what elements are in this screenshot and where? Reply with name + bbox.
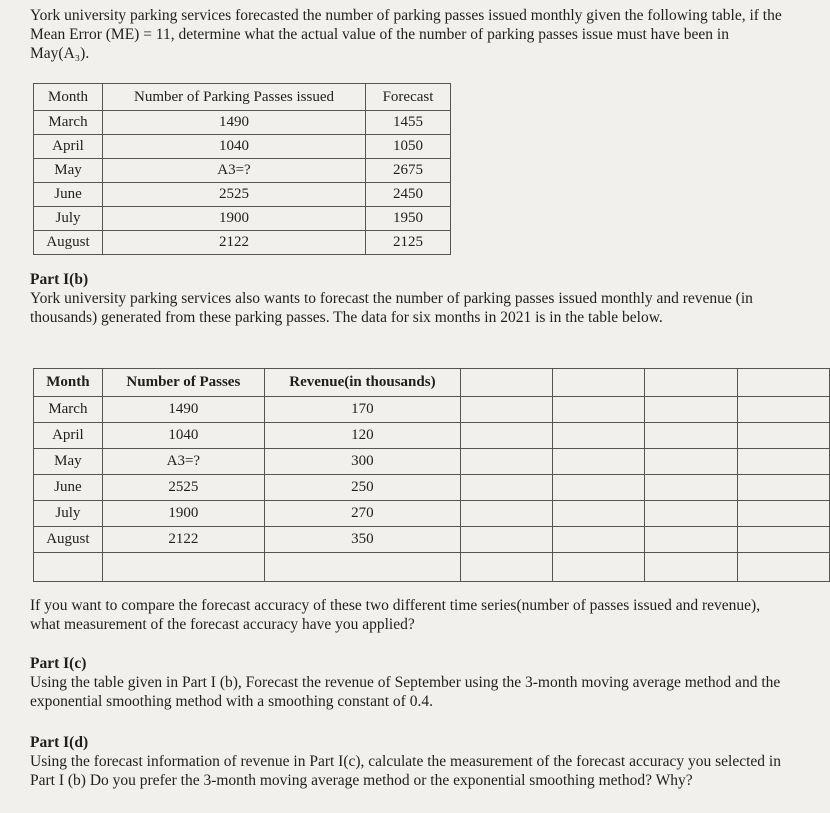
part-b-question: [30, 596, 790, 634]
cell-empty: [645, 553, 737, 582]
header-empty: [645, 369, 737, 397]
cell-passes: 1490: [103, 111, 366, 135]
cell-forecast: 2450: [366, 183, 451, 207]
cell-month: August: [34, 527, 103, 553]
cell-empty: [737, 423, 829, 449]
cell-empty: [460, 423, 552, 449]
table-row: [34, 159, 451, 183]
cell-empty: [34, 553, 103, 582]
header-empty: [737, 369, 829, 397]
table-row: [34, 501, 830, 527]
table-row: [34, 475, 830, 501]
cell-passes: A3=?: [103, 159, 366, 183]
cell-passes: 1040: [102, 423, 264, 449]
cell-empty: [553, 449, 645, 475]
cell-empty: [460, 449, 552, 475]
cell-empty: [553, 397, 645, 423]
part-d-text: Using the forecast information of revenue in Part I(c), calculate the measurement of the forecast accuracy you selected in Part I (b) Do you prefer the 3-month moving average method or the exponential smoothing method? Why?: [30, 753, 781, 789]
table-header-row: [34, 369, 830, 397]
cell-empty: [460, 475, 552, 501]
part-b-text: York university parking services also wants to forecast the number of parking passes issued monthly and revenue (in thousands) generated from these parking passes. The data for six months in 2021 is in the table below.: [30, 290, 753, 326]
cell-empty: [460, 501, 552, 527]
cell-month: May: [34, 449, 103, 475]
table-row: [34, 111, 451, 135]
part-d-heading: Part I(d): [30, 734, 89, 751]
header-forecast: Forecast: [366, 84, 451, 111]
table-row: [34, 527, 830, 553]
part-d-section: [30, 733, 790, 790]
cell-empty: [645, 423, 737, 449]
cell-empty: [737, 553, 829, 582]
cell-revenue: 120: [264, 423, 460, 449]
cell-empty: [645, 501, 737, 527]
table-row: [34, 183, 451, 207]
cell-forecast: 1950: [366, 207, 451, 231]
part-c-heading: Part I(c): [30, 655, 87, 672]
header-month: Month: [34, 84, 103, 111]
cell-empty: [553, 475, 645, 501]
cell-forecast: 1050: [366, 135, 451, 159]
cell-empty: [102, 553, 264, 582]
table-row: [34, 207, 451, 231]
intro-question: [30, 6, 790, 63]
cell-revenue: 350: [264, 527, 460, 553]
table-row: [34, 449, 830, 475]
cell-passes: 1490: [102, 397, 264, 423]
cell-month: April: [34, 423, 103, 449]
table-row: [34, 135, 451, 159]
part-b-section: [30, 270, 790, 327]
cell-month: June: [34, 183, 103, 207]
intro-text: York university parking services forecasted the number of parking passes issued monthly given the following table, if the Mean Error (ME) = 11, determine what the actual value of the number of parking passes issue must have been in May(A₃).: [30, 7, 782, 62]
table-row: [34, 231, 451, 255]
cell-empty: [737, 501, 829, 527]
cell-forecast: 2125: [366, 231, 451, 255]
cell-month: April: [34, 135, 103, 159]
cell-empty: [553, 501, 645, 527]
cell-empty: [460, 527, 552, 553]
cell-forecast: 2675: [366, 159, 451, 183]
cell-passes: 1900: [103, 207, 366, 231]
cell-passes: 1040: [103, 135, 366, 159]
cell-month: June: [34, 475, 103, 501]
cell-empty: [553, 423, 645, 449]
cell-empty: [460, 553, 552, 582]
part-b-heading: Part I(b): [30, 271, 89, 288]
cell-month: August: [34, 231, 103, 255]
cell-revenue: 300: [264, 449, 460, 475]
cell-passes: 1900: [102, 501, 264, 527]
cell-passes: 2122: [103, 231, 366, 255]
cell-revenue: 270: [264, 501, 460, 527]
cell-revenue: 170: [264, 397, 460, 423]
table-row: [34, 423, 830, 449]
cell-month: July: [34, 501, 103, 527]
cell-empty: [460, 397, 552, 423]
header-empty: [553, 369, 645, 397]
header-month: Month: [34, 369, 103, 397]
revenue-table: [33, 368, 830, 582]
cell-passes: A3=?: [102, 449, 264, 475]
part-b-question-text: If you want to compare the forecast accuracy of these two different time series(number of passes issued and revenue), what measurement of the forecast accuracy have you applied?: [30, 597, 761, 633]
cell-empty: [737, 397, 829, 423]
header-passes-issued: Number of Parking Passes issued: [103, 84, 366, 111]
cell-passes: 2525: [102, 475, 264, 501]
part-c-section: [30, 654, 790, 711]
forecast-table: [33, 83, 451, 255]
cell-passes: 2122: [102, 527, 264, 553]
header-number-of-passes: Number of Passes: [102, 369, 264, 397]
cell-empty: [737, 527, 829, 553]
header-revenue: Revenue(in thousands): [264, 369, 460, 397]
table-row: [34, 397, 830, 423]
cell-empty: [645, 475, 737, 501]
cell-empty: [645, 527, 737, 553]
cell-month: March: [34, 111, 103, 135]
cell-empty: [553, 553, 645, 582]
cell-month: July: [34, 207, 103, 231]
part-c-text: Using the table given in Part I (b), Forecast the revenue of September using the 3-month moving average method and the exponential smoothing method with a smoothing constant of 0.4.: [30, 674, 781, 710]
cell-forecast: 1455: [366, 111, 451, 135]
cell-empty: [645, 397, 737, 423]
cell-revenue: 250: [264, 475, 460, 501]
cell-month: March: [34, 397, 103, 423]
table-header-row: [34, 84, 451, 111]
cell-empty: [737, 475, 829, 501]
cell-passes: 2525: [103, 183, 366, 207]
header-empty: [460, 369, 552, 397]
cell-empty: [737, 449, 829, 475]
cell-empty: [553, 527, 645, 553]
table-row-blank: [34, 553, 830, 582]
cell-empty: [645, 449, 737, 475]
cell-empty: [264, 553, 460, 582]
cell-month: May: [34, 159, 103, 183]
